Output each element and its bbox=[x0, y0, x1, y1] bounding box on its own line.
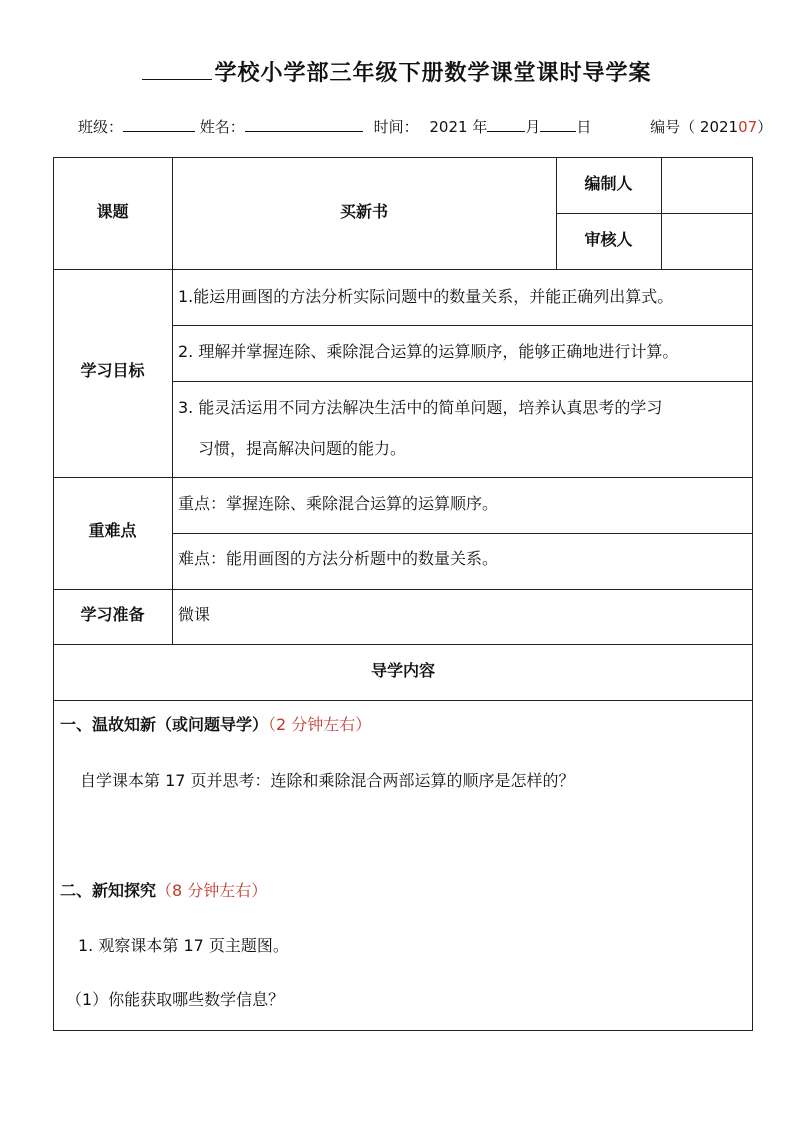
code-end: ） bbox=[757, 118, 773, 136]
difficult-point: 难点：能用画图的方法分析题中的数量关系。 bbox=[178, 549, 499, 568]
name-label: 姓名： bbox=[199, 118, 245, 136]
guide-header: 导学内容 bbox=[370, 661, 435, 680]
month-text: 月 bbox=[525, 118, 541, 136]
divider bbox=[53, 700, 753, 701]
divider bbox=[556, 213, 753, 214]
day-text: 日 bbox=[576, 118, 592, 136]
day-blank bbox=[540, 115, 576, 132]
school-blank bbox=[142, 59, 212, 80]
section2-title: 二、新知探究 bbox=[60, 881, 157, 900]
key-label: 重难点 bbox=[88, 521, 137, 540]
section1-time: （2 分钟左右） bbox=[268, 715, 372, 734]
topic-value: 买新书 bbox=[339, 202, 388, 221]
month-blank bbox=[487, 115, 525, 132]
section2-time: （8 分钟左右） bbox=[156, 881, 268, 900]
section1-text: 自学课本第 17 页并思考：连除和乘除混合两部运算的顺序是怎样的？ bbox=[80, 771, 575, 790]
goal-3-cont: 习惯，提高解决问题的能力。 bbox=[198, 439, 407, 458]
goals-label: 学习目标 bbox=[80, 361, 145, 380]
code-number: 07 bbox=[738, 118, 758, 136]
topic-label: 课题 bbox=[96, 202, 129, 221]
divider bbox=[172, 157, 173, 644]
section1-heading bbox=[60, 712, 371, 735]
divider bbox=[172, 533, 753, 534]
class-label: 班级： bbox=[78, 118, 124, 136]
goal-2: 2. 理解并掌握连除、乘除混合运算的运算顺序，能够正确地进行计算。 bbox=[178, 342, 679, 361]
title-text: 学校小学部三年级下册数学课堂课时导学案 bbox=[214, 61, 652, 86]
goal-3: 3. 能灵活运用不同方法解决生活中的简单问题，培养认真思考的学习 bbox=[178, 398, 663, 417]
info-line bbox=[78, 115, 773, 137]
prep-value: 微课 bbox=[178, 605, 211, 624]
reviewer-label: 审核人 bbox=[584, 230, 633, 249]
divider bbox=[53, 477, 753, 478]
section2-heading bbox=[60, 878, 267, 901]
key-point: 重点：掌握连除、乘除混合运算的运算顺序。 bbox=[178, 494, 499, 513]
divider bbox=[172, 325, 753, 326]
prep-label: 学习准备 bbox=[80, 605, 145, 624]
divider bbox=[661, 157, 662, 269]
divider bbox=[53, 269, 753, 270]
class-blank bbox=[123, 115, 195, 132]
name-blank bbox=[245, 115, 363, 132]
time-label: 时间： bbox=[373, 118, 419, 136]
divider bbox=[53, 644, 753, 645]
item-1-sub: （1）你能获取哪些数学信息？ bbox=[66, 990, 285, 1009]
page-title bbox=[0, 56, 794, 87]
goal-1: 1.能运用画图的方法分析实际问题中的数量关系，并能正确列出算式。 bbox=[178, 287, 674, 306]
divider bbox=[53, 589, 753, 590]
code-label: 编号（ 2021 bbox=[650, 118, 739, 136]
section1-title: 一、温故知新（或问题导学） bbox=[60, 715, 269, 734]
year-text: 2021 年 bbox=[429, 118, 488, 136]
editor-label: 编制人 bbox=[584, 174, 633, 193]
item-1: 1. 观察课本第 17 页主题图。 bbox=[78, 936, 289, 955]
divider bbox=[172, 381, 753, 382]
